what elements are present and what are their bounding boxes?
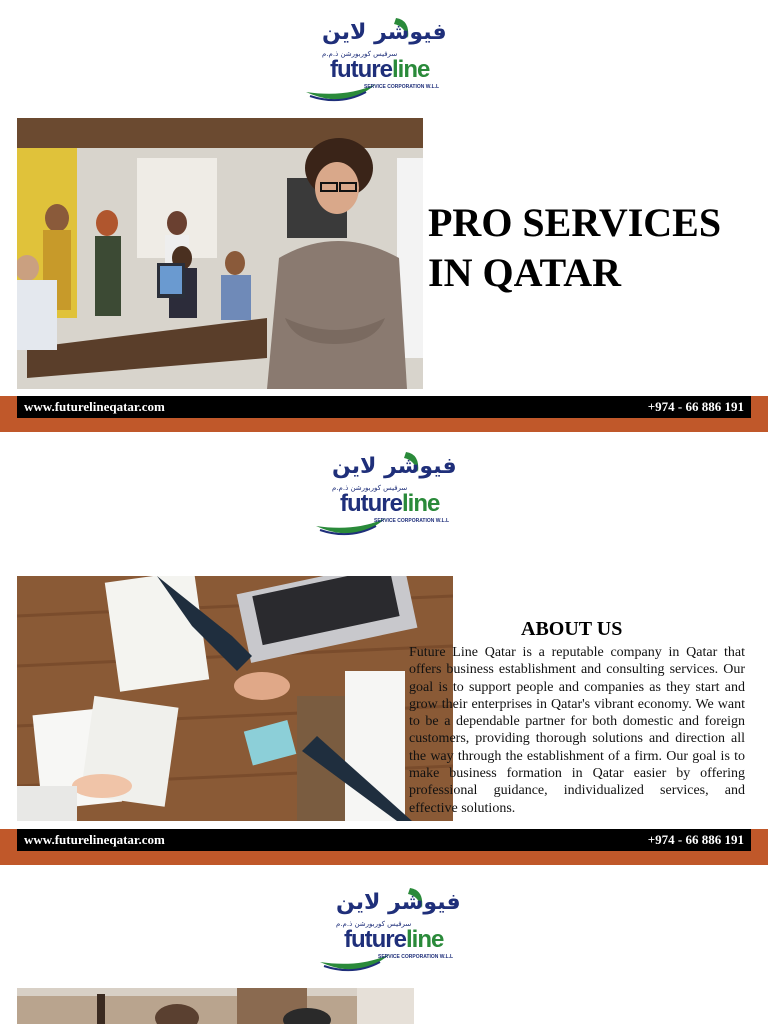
hero-title-line-1: PRO SERVICES <box>428 200 722 245</box>
footer-phone-number[interactable]: +974 - 66 886 191 <box>647 832 744 847</box>
slide-about-us <box>0 436 768 868</box>
logo-arabic-text: فيوشر لاين <box>322 20 447 45</box>
logo-arabic-text: فيوشر لاين <box>332 454 457 479</box>
logo-future-word: future <box>340 490 402 517</box>
footer-contact-strip <box>17 396 751 418</box>
company-logo <box>314 446 457 536</box>
logo-tagline: SERVICE CORPORATION W.L.L <box>374 518 450 524</box>
logo-latin-text <box>344 926 443 954</box>
footer-website-link[interactable]: www.futurelineqatar.com <box>24 832 165 847</box>
handshake-desk-photo <box>17 576 453 821</box>
footer-contact-strip <box>17 829 751 851</box>
footer-website-link[interactable]: www.futurelineqatar.com <box>24 399 165 414</box>
logo-future-word: future <box>330 56 392 83</box>
logo-line-word: line <box>402 490 440 517</box>
logo-tagline: SERVICE CORPORATION W.L.L <box>364 84 440 90</box>
footer-bar <box>0 396 768 432</box>
hero-title <box>428 198 721 298</box>
company-logo <box>304 12 447 102</box>
about-us-paragraph: Future Line Qatar is a reputable company in Qatar that offers business establishment and consulting services. Our goal is to support people and companies as they start and grow their enterprises in Qatar's vibrant economy. We want to be a dependable partner for both domestic and foreign customers, providing thorough solutions and direction all the way through the establishment of a firm. Our goal is to make business formation in Qatar easier by offering professional guidance, individualized services, and effective solutions. <box>409 645 745 816</box>
logo-latin-text <box>330 56 429 84</box>
logo-future-word: future <box>344 926 406 953</box>
logo-arabic-subtext: سرفيس كوربورشن ذ.م.م <box>332 484 408 492</box>
office-team-photo <box>17 118 423 389</box>
logo-latin-text <box>340 490 439 518</box>
footer-bar <box>0 829 768 865</box>
logo-arabic-text: فيوشر لاين <box>336 890 461 915</box>
company-logo <box>318 882 461 972</box>
slide-pro-services <box>0 0 768 432</box>
hero-title-line-2: IN QATAR <box>428 250 621 295</box>
logo-line-word: line <box>406 926 444 953</box>
logo-arabic-subtext: سرفيس كوربورشن ذ.م.م <box>322 50 398 58</box>
slide-third <box>0 872 768 1024</box>
logo-tagline: SERVICE CORPORATION W.L.L <box>378 954 454 960</box>
about-us-heading: ABOUT US <box>521 618 623 640</box>
logo-arabic-subtext: سرفيس كوربورشن ذ.م.م <box>336 920 412 928</box>
logo-line-word: line <box>392 56 430 83</box>
meeting-photo-partial <box>17 988 414 1024</box>
footer-phone-number[interactable]: +974 - 66 886 191 <box>647 399 744 414</box>
